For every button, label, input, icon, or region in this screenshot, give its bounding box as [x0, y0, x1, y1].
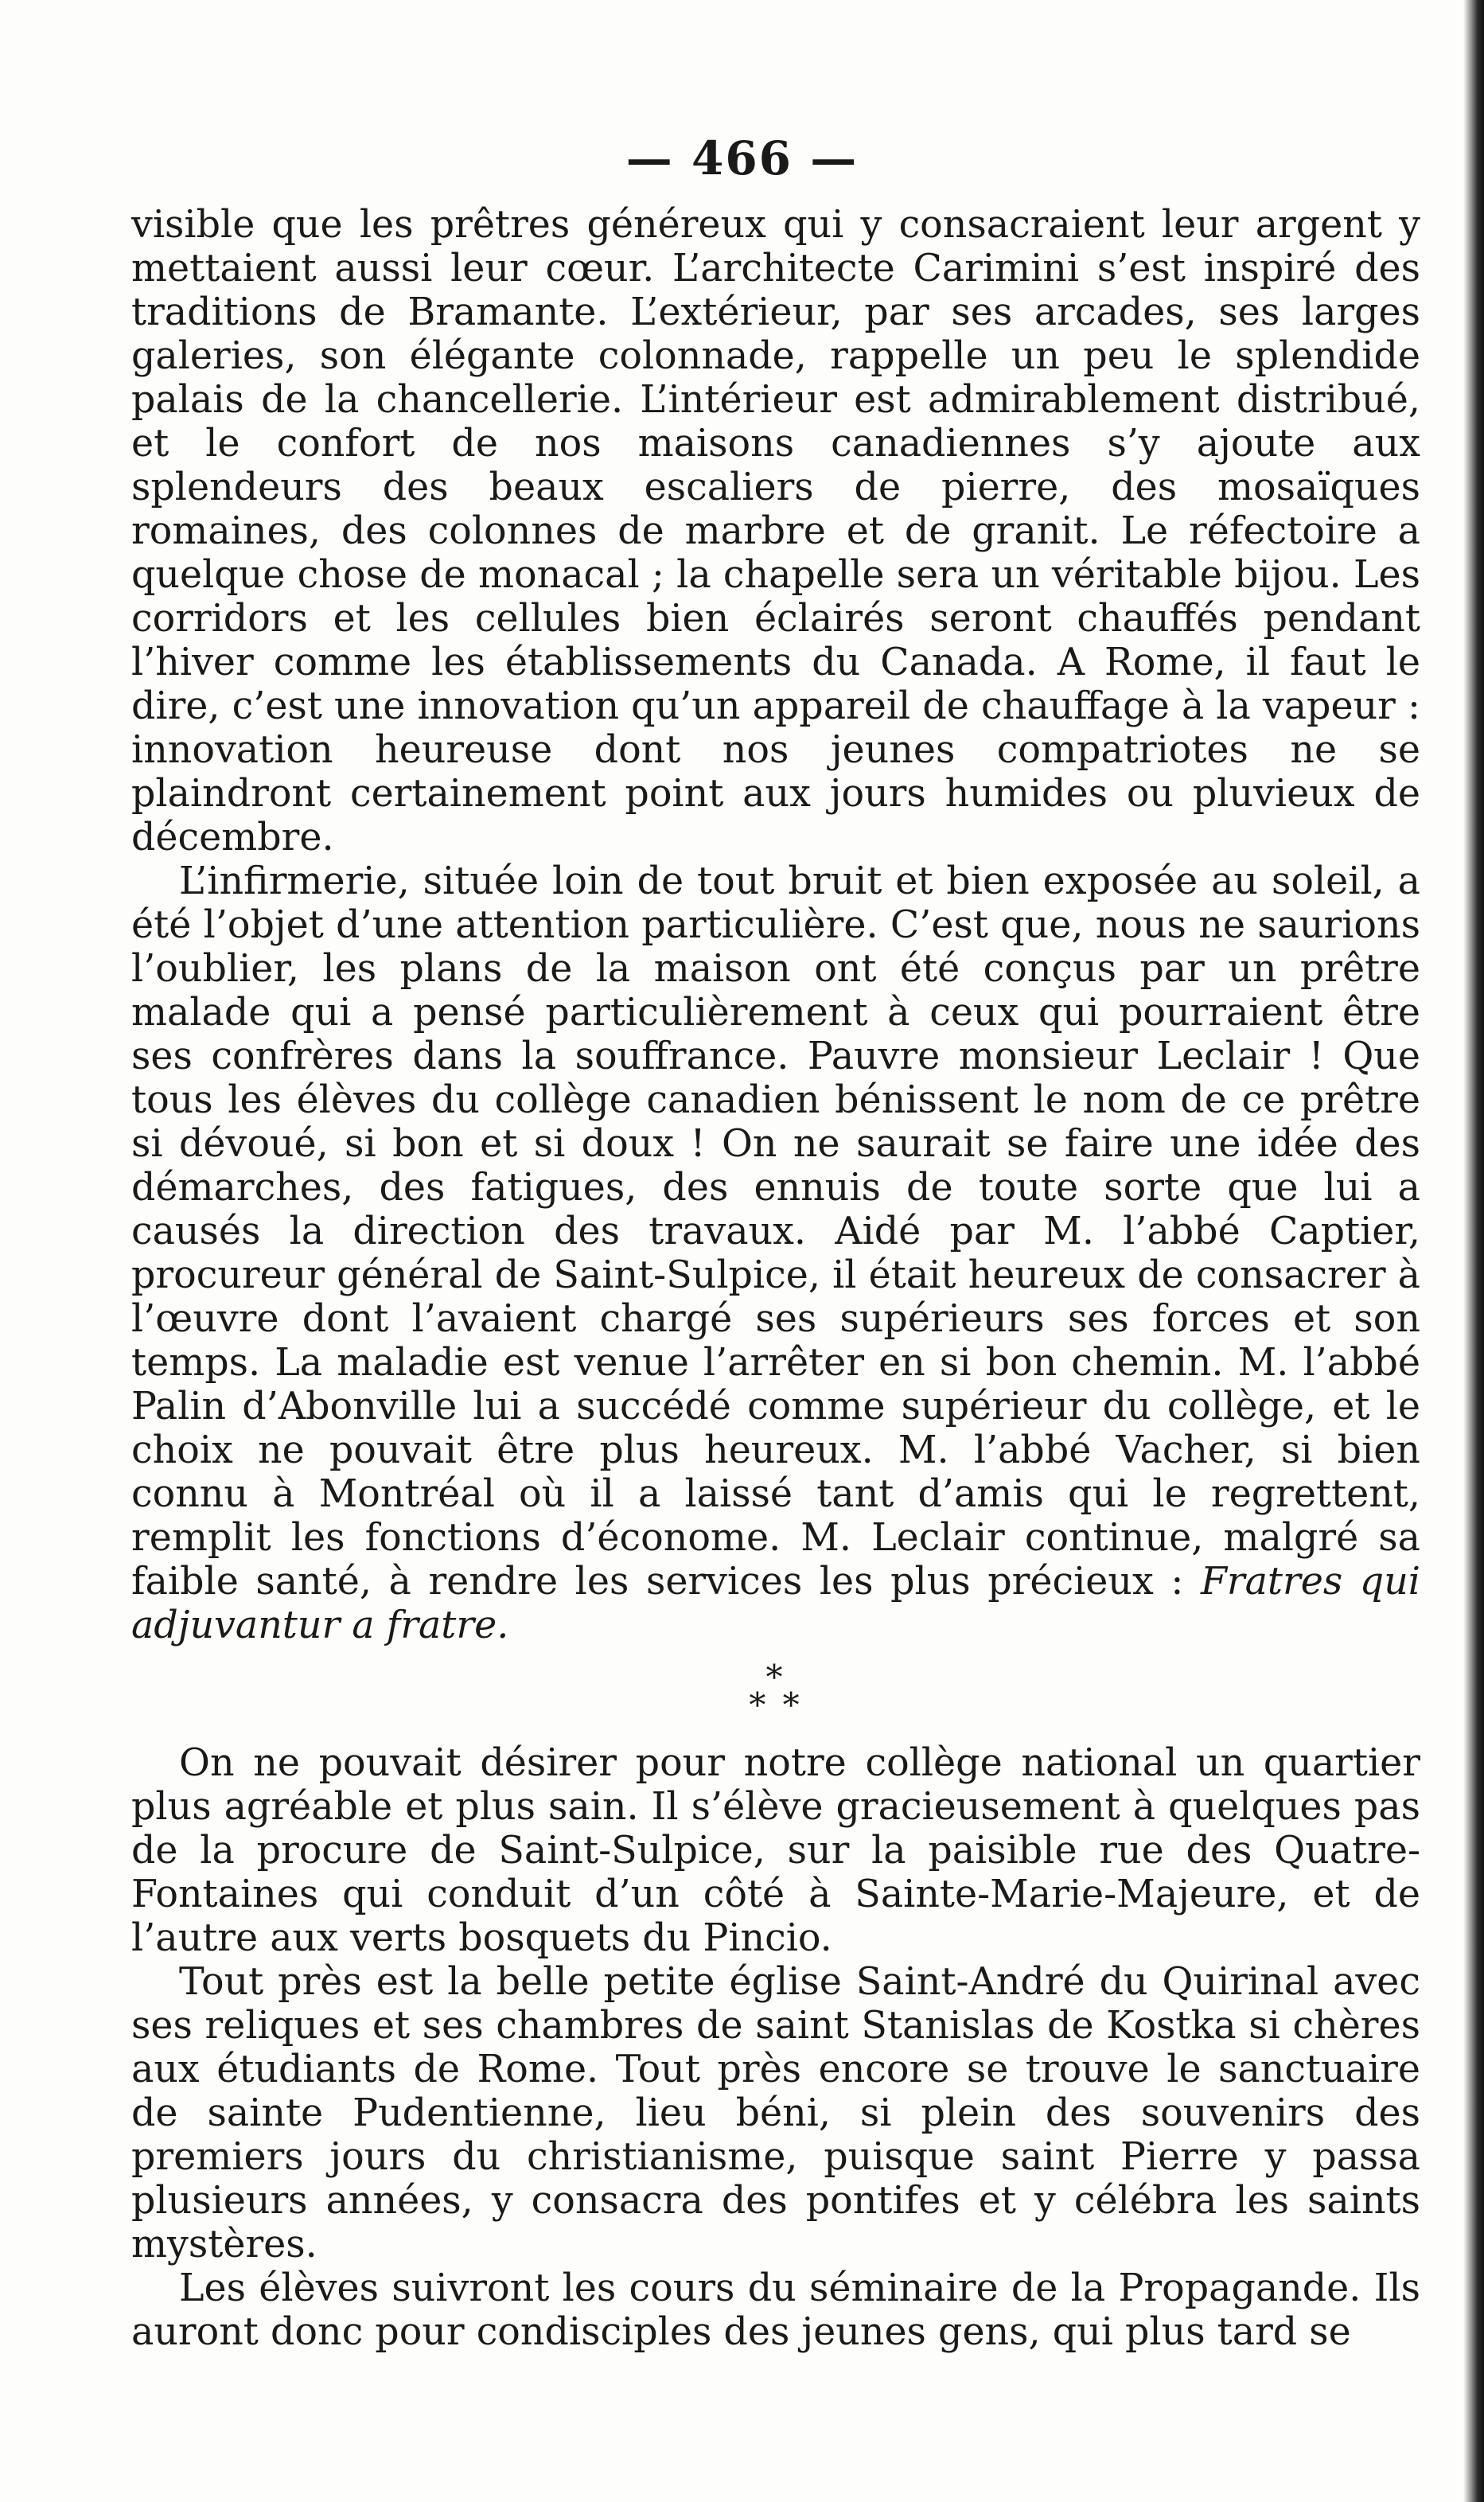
paragraph-1: visible que les prêtres généreux qui y consacraient leur argent y mettaient aussi leur cœur. L’architecte Carimini s’est inspiré des traditions de Bramante. L’extérieur, par ses arcades, ses larges galeries, son élégante colonnade, rappelle un peu le splendide palais de la chancellerie. L’intérieur est admirablement distribué, et le confort de nos maisons canadiennes s’y ajoute aux splendeurs des beaux escaliers de pierre, des mosaïques romaines, des colonnes de marbre et de granit. Le réfectoire a quelque chose de monacal ; la chapelle sera un véritable bijou. Les corridors et les cellules bien éclairés seront chauffés pendant l’hiver comme les établissements du Canada. A Rome, il faut le dire, c’est une innovation qu’un appareil de chauffage à la vapeur : innovation heureuse dont nos jeunes compatriotes ne se plaindront certainement point aux jours humides ou pluvieux de décembre.	[131, 203, 1420, 859]
body-text	[131, 203, 1420, 2354]
paragraph-2-text: L’infirmerie, située loin de tout bruit et bien exposée au soleil, a été l’objet d’une attention particulière. C’est que, nous ne saurions l’oublier, les plans de la maison ont été conçus par un prêtre malade qui a pensé particulièrement à ceux qui pourraient être ses confrères dans la souffrance. Pauvre monsieur Leclair ! Que tous les élèves du collège canadien bénissent le nom de ce prêtre si dévoué, si bon et si doux ! On ne saurait se faire une idée des démarches, des fatigues, des ennuis de toute sorte que lui a causés la direction des travaux. Aidé par M. l’abbé Captier, procureur général de Saint-Sulpice, il était heureux de consacrer à l’œuvre dont l’avaient chargé ses supérieurs ses forces et son temps. La maladie est venue l’arrêter en si bon chemin. M. l’abbé Palin d’Abonville lui a succédé comme supérieur du collège, et le choix ne pouvait être plus heureux. M. l’abbé Vacher, si bien connu à Montréal où il a laissé tant d’amis qui le regrettent, remplit les fonctions d’économe. M. Leclair continue, malgré sa faible santé, à rendre les services les plus précieux :	[131, 859, 1420, 1604]
page-number: — 466 —	[625, 131, 859, 185]
paragraph-4: Tout près est la belle petite église Saint-André du Quirinal avec ses reliques et ses chambres de saint Stanislas de Kostka si chères aux étudiants de Rome. Tout près encore se trouve le sanctuaire de sainte Pudentienne, lieu béni, si plein des souvenirs des premiers jours du christianisme, puisque saint Pierre y passa plusieurs années, y consacra des pontifes et y célébra les saints mystères.	[131, 1960, 1420, 2266]
section-ornament	[131, 1658, 1420, 1725]
asterism-top: *	[765, 1658, 786, 1697]
paragraph-3: On ne pouvait désirer pour notre collège national un quartier plus agréable et plus sain. Il s’élève gracieusement à quelques pas de la procure de Saint-Sulpice, sur la paisible rue des Quatre-Fontaines qui conduit d’un côté à Sainte-Marie-Majeure, et de l’autre aux verts bosquets du Pincio.	[131, 1741, 1420, 1960]
paragraph-5: Les élèves suivront les cours du séminaire de la Propagande. Ils auront donc pour condisciples des jeunes gens, qui plus tard se	[131, 2266, 1420, 2354]
paragraph-2	[131, 859, 1420, 1647]
asterism-bottom: * *	[749, 1686, 803, 1725]
latin-quote: Fratres qui adjuvantur a fratre.	[131, 1560, 1420, 1647]
page-binding-shadow	[1463, 0, 1484, 2502]
